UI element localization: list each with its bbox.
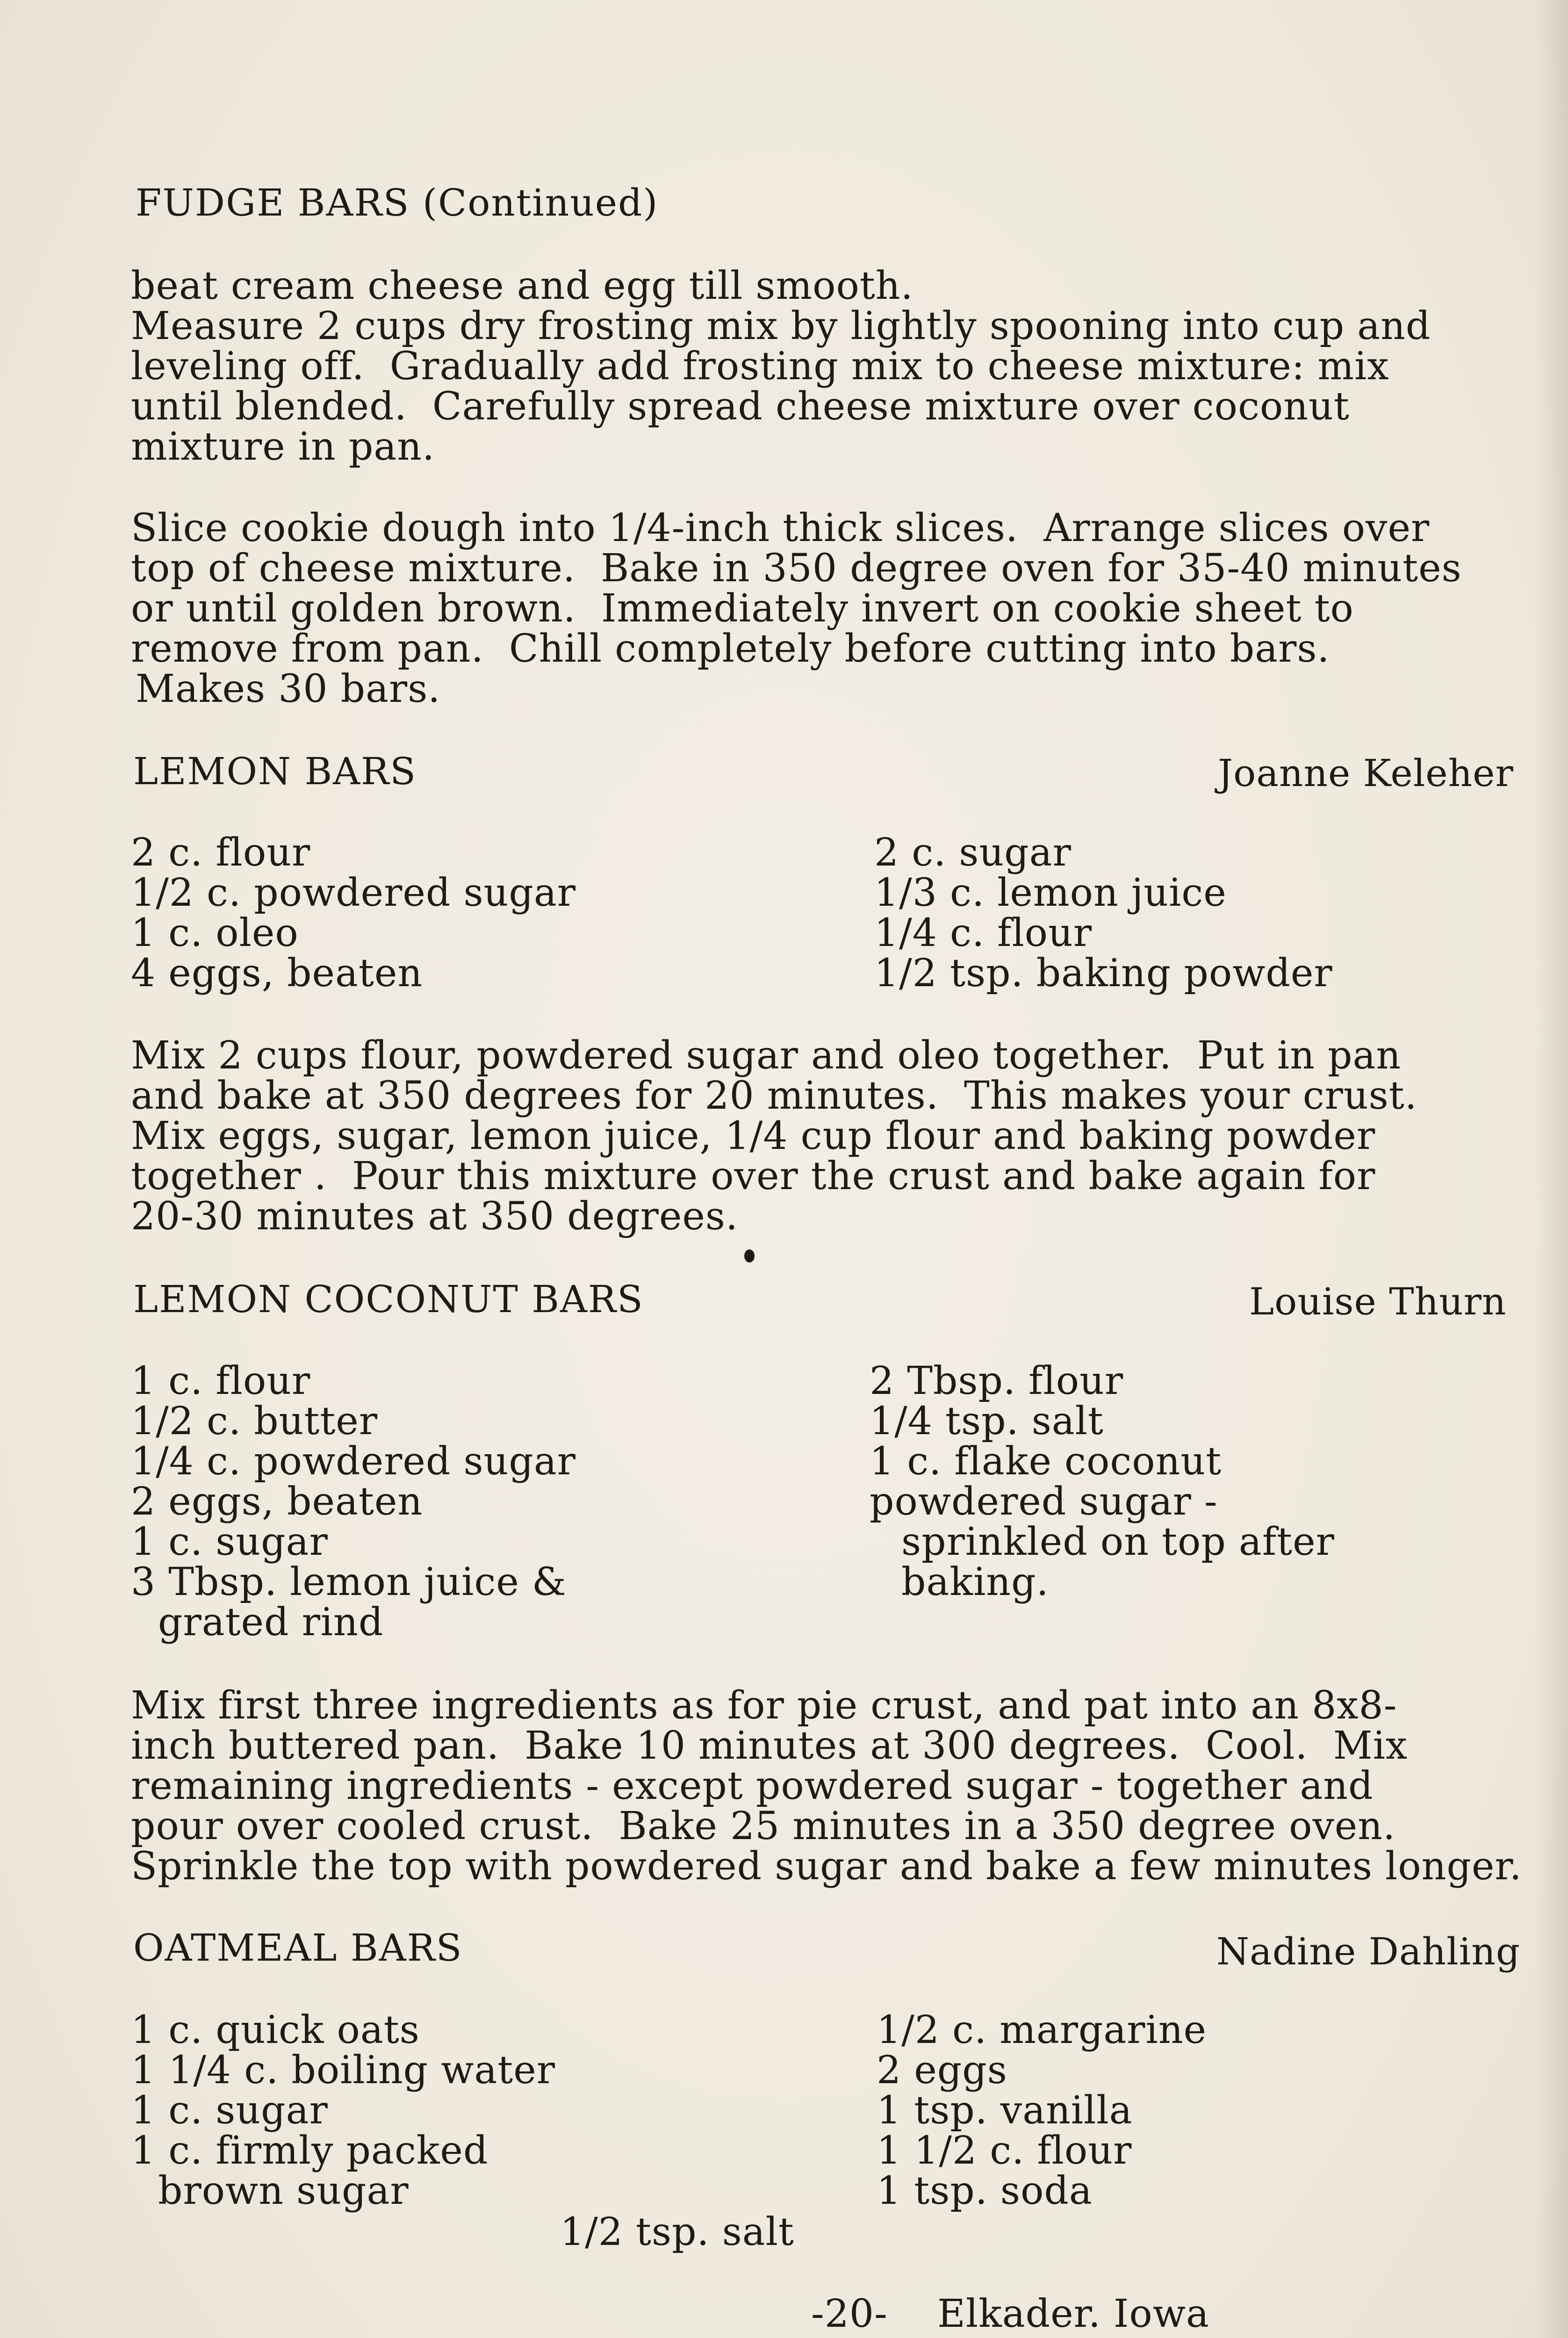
ingredient: 1 c. sugar	[131, 1520, 328, 1564]
lemon-coconut-direction: Sprinkle the top with powdered sugar and bake a few minutes longer.	[131, 1844, 1522, 1889]
fudge-line: or until golden brown. Immediately invert on cookie sheet to	[131, 586, 1354, 631]
fudge-line: top of cheese mixture. Bake in 350 degree oven for 35-40 minutes	[131, 546, 1462, 591]
lemon-bars-author: Joanne Keleher	[1218, 751, 1514, 795]
ingredient: 1 c. quick oats	[131, 2008, 420, 2052]
ingredient: 3 Tbsp. lemon juice &	[131, 1560, 567, 1604]
ingredient: powdered sugar -	[870, 1479, 1218, 1524]
ingredient: 1/3 c. lemon juice	[874, 871, 1227, 915]
ingredient: 1/2 tsp. salt	[560, 2210, 794, 2254]
ingredient: 2 c. sugar	[874, 830, 1072, 875]
ingredient: 1/2 c. powdered sugar	[131, 871, 576, 915]
ingredient: 1 1/4 c. boiling water	[131, 2048, 555, 2093]
ingredient: 2 eggs	[877, 2048, 1007, 2093]
lemon-direction: and bake at 350 degrees for 20 minutes. This makes your crust.	[131, 1074, 1417, 1118]
lemon-coconut-title: LEMON COCONUT BARS	[133, 1277, 644, 1321]
fudge-line: Slice cookie dough into 1/4-inch thick slices. Arrange slices over	[131, 506, 1430, 550]
lemon-bars-title: LEMON BARS	[133, 750, 417, 793]
ingredient: baking.	[901, 1560, 1049, 1604]
oatmeal-bars-title: OATMEAL BARS	[133, 1926, 463, 1970]
ingredient: sprinkled on top after	[901, 1520, 1335, 1564]
ingredient: 1 tsp. vanilla	[877, 2088, 1133, 2133]
ingredient: 2 Tbsp. flour	[870, 1359, 1124, 1403]
lemon-direction: together . Pour this mixture over the crust and bake again for	[131, 1154, 1376, 1198]
fudge-line: Makes 30 bars.	[136, 667, 441, 711]
ingredient: 1/2 c. margarine	[877, 2008, 1207, 2052]
lemon-direction: 20-30 minutes at 350 degrees.	[131, 1194, 739, 1239]
ingredient: 1 c. flake coconut	[870, 1439, 1222, 1484]
ingredient: brown sugar	[158, 2169, 409, 2213]
ingredient: 1 c. oleo	[131, 911, 299, 955]
ingredient: 1 c. flour	[131, 1359, 311, 1403]
ingredient: 1/2 tsp. baking powder	[874, 951, 1333, 996]
lemon-coconut-direction: Mix first three ingredients as for pie crust, and pat into an 8x8-	[131, 1683, 1397, 1728]
ingredient: 4 eggs, beaten	[131, 951, 423, 996]
ingredient: 1/4 c. powdered sugar	[131, 1439, 576, 1484]
page-edge-shadow	[1535, 0, 1568, 2338]
ingredient: 2 c. flour	[131, 830, 311, 875]
lemon-coconut-direction: inch buttered pan. Bake 10 minutes at 300 degrees. Cool. Mix	[131, 1724, 1408, 1768]
fudge-line: until blended. Carefully spread cheese mixture over coconut	[131, 384, 1350, 429]
fudge-line: remove from pan. Chill completely before cutting into bars.	[131, 627, 1330, 671]
ingredient: 1 tsp. soda	[877, 2169, 1093, 2213]
fudge-heading: FUDGE BARS (Continued)	[136, 181, 659, 224]
ingredient: grated rind	[158, 1600, 384, 1645]
fudge-line: Measure 2 cups dry frosting mix by lightly spooning into cup and	[131, 304, 1431, 348]
ingredient: 1 c. sugar	[131, 2088, 328, 2133]
lemon-coconut-direction: remaining ingredients - except powdered sugar - together and	[131, 1764, 1374, 1808]
lemon-coconut-author: Louise Thurn	[1249, 1280, 1507, 1323]
fudge-line: beat cream cheese and egg till smooth.	[131, 264, 913, 308]
footer-place: Elkader. Iowa	[937, 2292, 1209, 2336]
ingredient: 1/4 c. flour	[874, 911, 1093, 955]
ingredient: 1 1/2 c. flour	[877, 2129, 1132, 2173]
lemon-direction: Mix 2 cups flour, powdered sugar and oleo together. Put in pan	[131, 1033, 1402, 1078]
ingredient: 2 eggs, beaten	[131, 1479, 423, 1524]
ingredient: 1 c. firmly packed	[131, 2129, 489, 2173]
ink-dot	[744, 1249, 755, 1263]
fudge-line: leveling off. Gradually add frosting mix to cheese mixture: mix	[131, 344, 1389, 389]
fudge-line: mixture in pan.	[131, 425, 435, 469]
page-number: -20-	[811, 2292, 888, 2336]
lemon-coconut-direction: pour over cooled crust. Bake 25 minutes in a 350 degree oven.	[131, 1804, 1396, 1848]
lemon-direction: Mix eggs, sugar, lemon juice, 1/4 cup flour and baking powder	[131, 1114, 1376, 1158]
ingredient: 1/4 tsp. salt	[870, 1399, 1104, 1443]
oatmeal-bars-author: Nadine Dahling	[1216, 1930, 1521, 1973]
ingredient: 1/2 c. butter	[131, 1399, 378, 1443]
